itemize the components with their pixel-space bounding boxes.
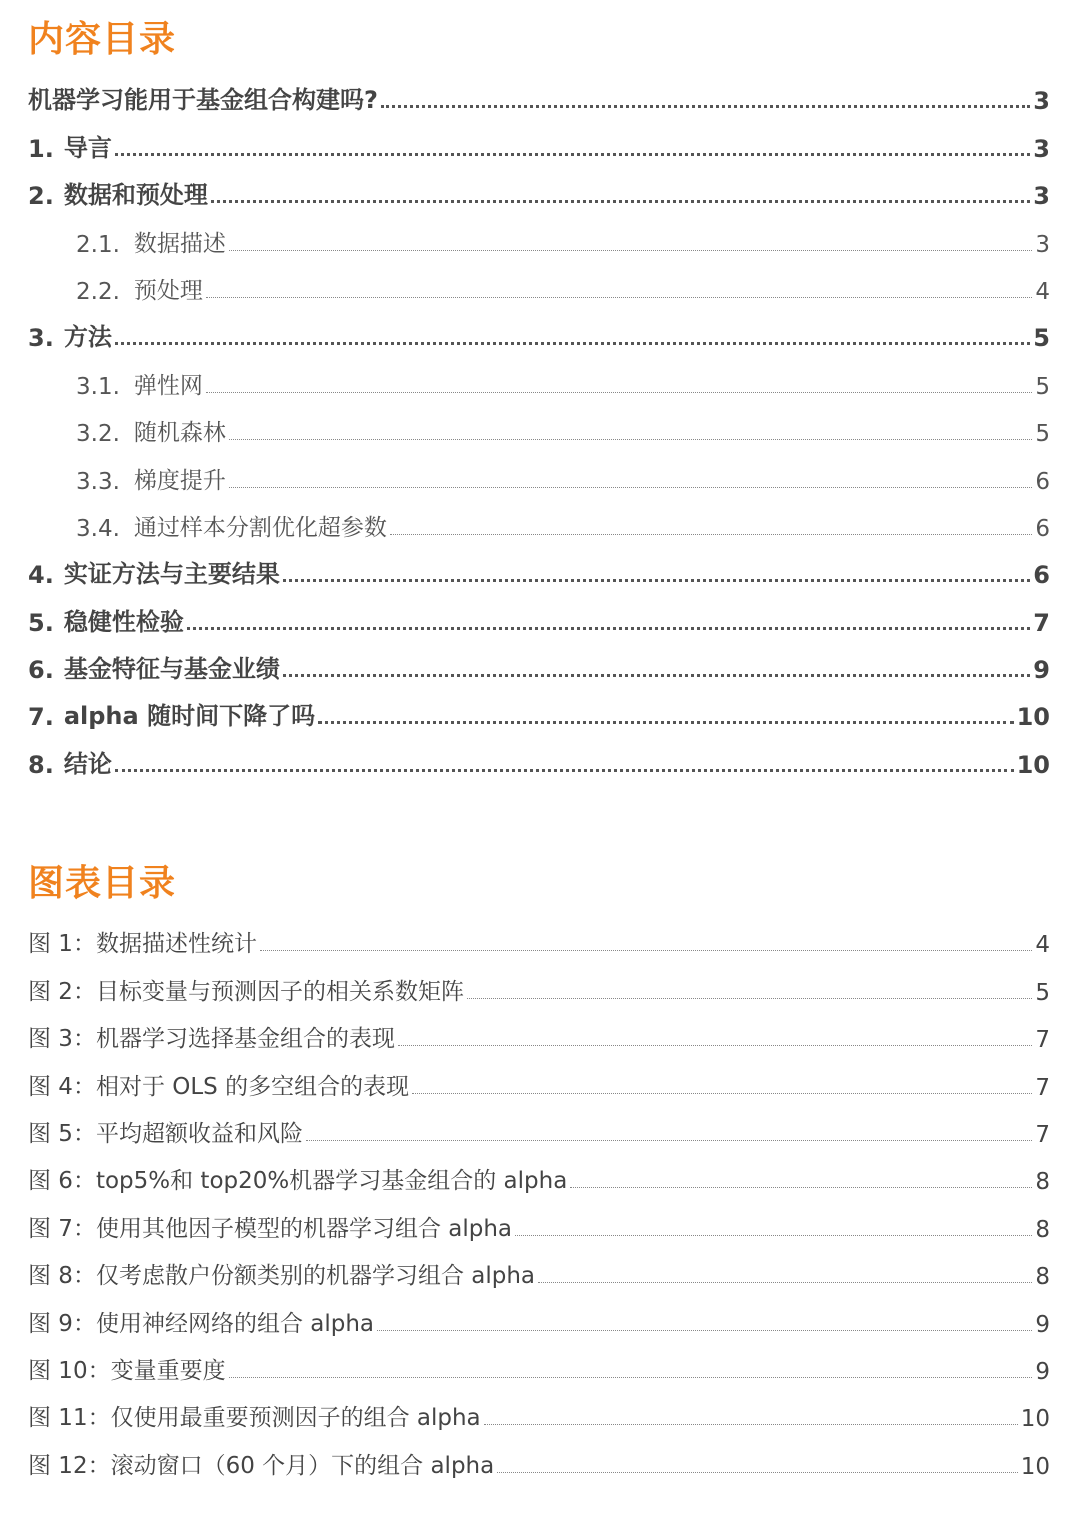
figure-entry[interactable] (28, 1107, 1050, 1154)
figures-title: 图表目录 (28, 863, 177, 904)
entry-page-number: 7 (1033, 608, 1050, 637)
entry-number: 4. (28, 561, 54, 590)
entry-page-number: 3 (1033, 134, 1050, 163)
entry-label: 随机森林 (133, 420, 226, 447)
entry-page-number: 10 (1016, 703, 1050, 732)
entry-label: 稳健性检验 (63, 607, 184, 636)
entry-number: 7. (28, 703, 54, 732)
dot-leader (283, 674, 1030, 677)
entry-number: 8. (28, 750, 54, 779)
entry-label: 实证方法与主要结果 (63, 560, 280, 589)
dot-leader (283, 579, 1030, 582)
entry-label: 图 7：使用其他因子模型的机器学习组合 alpha (28, 1215, 513, 1242)
figure-entry[interactable] (28, 1012, 1050, 1059)
entry-label: 图 12：滚动窗口（60 个月）下的组合 alpha (28, 1452, 495, 1479)
dot-leader (115, 342, 1030, 345)
figures-list (28, 917, 1050, 1486)
toc-entry[interactable] (28, 169, 1050, 216)
entry-page-number: 10 (1020, 1453, 1050, 1480)
entry-page-number: 5 (1033, 324, 1050, 353)
dot-leader (467, 998, 1032, 999)
entry-page-number: 5 (1035, 979, 1050, 1006)
entry-label: 图 6：top5%和 top20%机器学习基金组合的 alpha (28, 1168, 568, 1195)
dot-leader (206, 392, 1032, 393)
figure-entry[interactable] (28, 917, 1050, 964)
entry-page-number: 8 (1035, 1264, 1050, 1291)
entry-page-number: 3 (1033, 182, 1050, 211)
entry-label: 结论 (63, 749, 112, 778)
entry-label: 图 3：机器学习选择基金组合的表现 (28, 1026, 395, 1053)
toc-entry[interactable] (28, 311, 1050, 358)
entry-number: 2. (28, 182, 54, 211)
entry-page-number: 6 (1033, 561, 1050, 590)
dot-leader (497, 1472, 1017, 1473)
figure-entry[interactable] (28, 1059, 1050, 1106)
entry-label: 通过样本分割优化超参数 (133, 514, 387, 541)
dot-leader (115, 769, 1014, 772)
toc-entry[interactable] (28, 548, 1050, 595)
toc-entry[interactable] (28, 737, 1050, 784)
dot-leader (229, 1377, 1033, 1378)
entry-number: 2.2. (76, 278, 120, 305)
dot-leader (206, 297, 1032, 298)
dot-leader (229, 487, 1032, 488)
entry-number: 3.2. (76, 421, 120, 448)
dot-leader (115, 153, 1030, 156)
figure-entry[interactable] (28, 1391, 1050, 1438)
entry-label: 图 1：数据描述性统计 (28, 931, 257, 958)
entry-label: 机器学习能用于基金组合构建吗? (28, 86, 378, 115)
dot-leader (412, 1093, 1032, 1094)
dot-leader (211, 200, 1030, 203)
toc-entry[interactable] (28, 121, 1050, 168)
entry-label: 导言 (63, 133, 112, 162)
entry-label: 弹性网 (133, 372, 203, 399)
entry-label: 图 4：相对于 OLS 的多空组合的表现 (28, 1073, 410, 1100)
figure-entry[interactable] (28, 1344, 1050, 1391)
entry-page-number: 9 (1033, 656, 1050, 685)
dot-leader (229, 439, 1032, 440)
dot-leader (398, 1045, 1032, 1046)
entry-page-number: 3 (1035, 231, 1050, 258)
entry-page-number: 7 (1035, 1027, 1050, 1054)
toc-entry[interactable] (28, 501, 1050, 548)
toc-entry[interactable] (28, 358, 1050, 405)
toc-entry[interactable] (28, 216, 1050, 263)
figure-entry[interactable] (28, 1296, 1050, 1343)
entry-label: 图 8：仅考虑散户份额类别的机器学习组合 alpha (28, 1263, 536, 1290)
entry-label: 数据描述 (133, 230, 226, 257)
entry-label: 图 11：仅使用最重要预测因子的组合 alpha (28, 1405, 481, 1432)
toc-entry[interactable] (28, 690, 1050, 737)
entry-page-number: 8 (1035, 1169, 1050, 1196)
entry-label: 图 9：使用神经网络的组合 alpha (28, 1310, 375, 1337)
dot-leader (570, 1187, 1032, 1188)
entry-page-number: 10 (1020, 1406, 1050, 1433)
entry-number: 6. (28, 656, 54, 685)
entry-page-number: 4 (1035, 932, 1050, 959)
toc-entry[interactable] (28, 643, 1050, 690)
entry-label: 图 10：变量重要度 (28, 1357, 226, 1384)
entry-label: 预处理 (133, 277, 203, 304)
entry-page-number: 9 (1035, 1311, 1050, 1338)
entry-number: 5. (28, 608, 54, 637)
dot-leader (538, 1282, 1032, 1283)
entry-label: 图 2：目标变量与预测因子的相关系数矩阵 (28, 978, 464, 1005)
entry-page-number: 9 (1035, 1358, 1050, 1385)
dot-leader (515, 1235, 1032, 1236)
entry-label: 方法 (63, 323, 112, 352)
figure-entry[interactable] (28, 1249, 1050, 1296)
entry-label: 数据和预处理 (63, 181, 208, 210)
toc-entry[interactable] (28, 453, 1050, 500)
dot-leader (229, 250, 1032, 251)
figure-entry[interactable] (28, 1154, 1050, 1201)
dot-leader (390, 534, 1032, 535)
entry-number: 2.1. (76, 231, 120, 258)
entry-page-number: 10 (1016, 750, 1050, 779)
entry-page-number: 6 (1035, 468, 1050, 495)
toc-list (28, 74, 1050, 785)
dot-leader (484, 1424, 1018, 1425)
dot-leader (306, 1140, 1032, 1141)
entry-page-number: 5 (1035, 421, 1050, 448)
entry-label: 图 5：平均超额收益和风险 (28, 1120, 303, 1147)
entry-page-number: 5 (1035, 373, 1050, 400)
entry-label: 梯度提升 (133, 467, 226, 494)
toc-entry[interactable] (28, 264, 1050, 311)
dot-leader (377, 1330, 1032, 1331)
toc-entry[interactable] (28, 595, 1050, 642)
toc-title: 内容目录 (28, 19, 177, 60)
entry-number: 3.4. (76, 515, 120, 542)
toc-entry[interactable] (28, 406, 1050, 453)
entry-page-number: 7 (1035, 1074, 1050, 1101)
entry-number: 3.3. (76, 468, 120, 495)
entry-page-number: 3 (1033, 87, 1050, 116)
figure-entry[interactable] (28, 1201, 1050, 1248)
entry-number: 1. (28, 134, 54, 163)
dot-leader (381, 105, 1030, 108)
entry-page-number: 7 (1035, 1121, 1050, 1148)
dot-leader (187, 627, 1030, 630)
entry-label: alpha 随时间下降了吗 (63, 702, 316, 731)
entry-label: 基金特征与基金业绩 (63, 655, 280, 684)
toc-entry[interactable] (28, 74, 1050, 121)
entry-number: 3.1. (76, 373, 120, 400)
figure-entry[interactable] (28, 964, 1050, 1011)
dot-leader (318, 721, 1014, 724)
dot-leader (260, 950, 1032, 951)
entry-page-number: 4 (1035, 278, 1050, 305)
figure-entry[interactable] (28, 1438, 1050, 1485)
entry-page-number: 6 (1035, 515, 1050, 542)
entry-number: 3. (28, 324, 54, 353)
entry-page-number: 8 (1035, 1216, 1050, 1243)
